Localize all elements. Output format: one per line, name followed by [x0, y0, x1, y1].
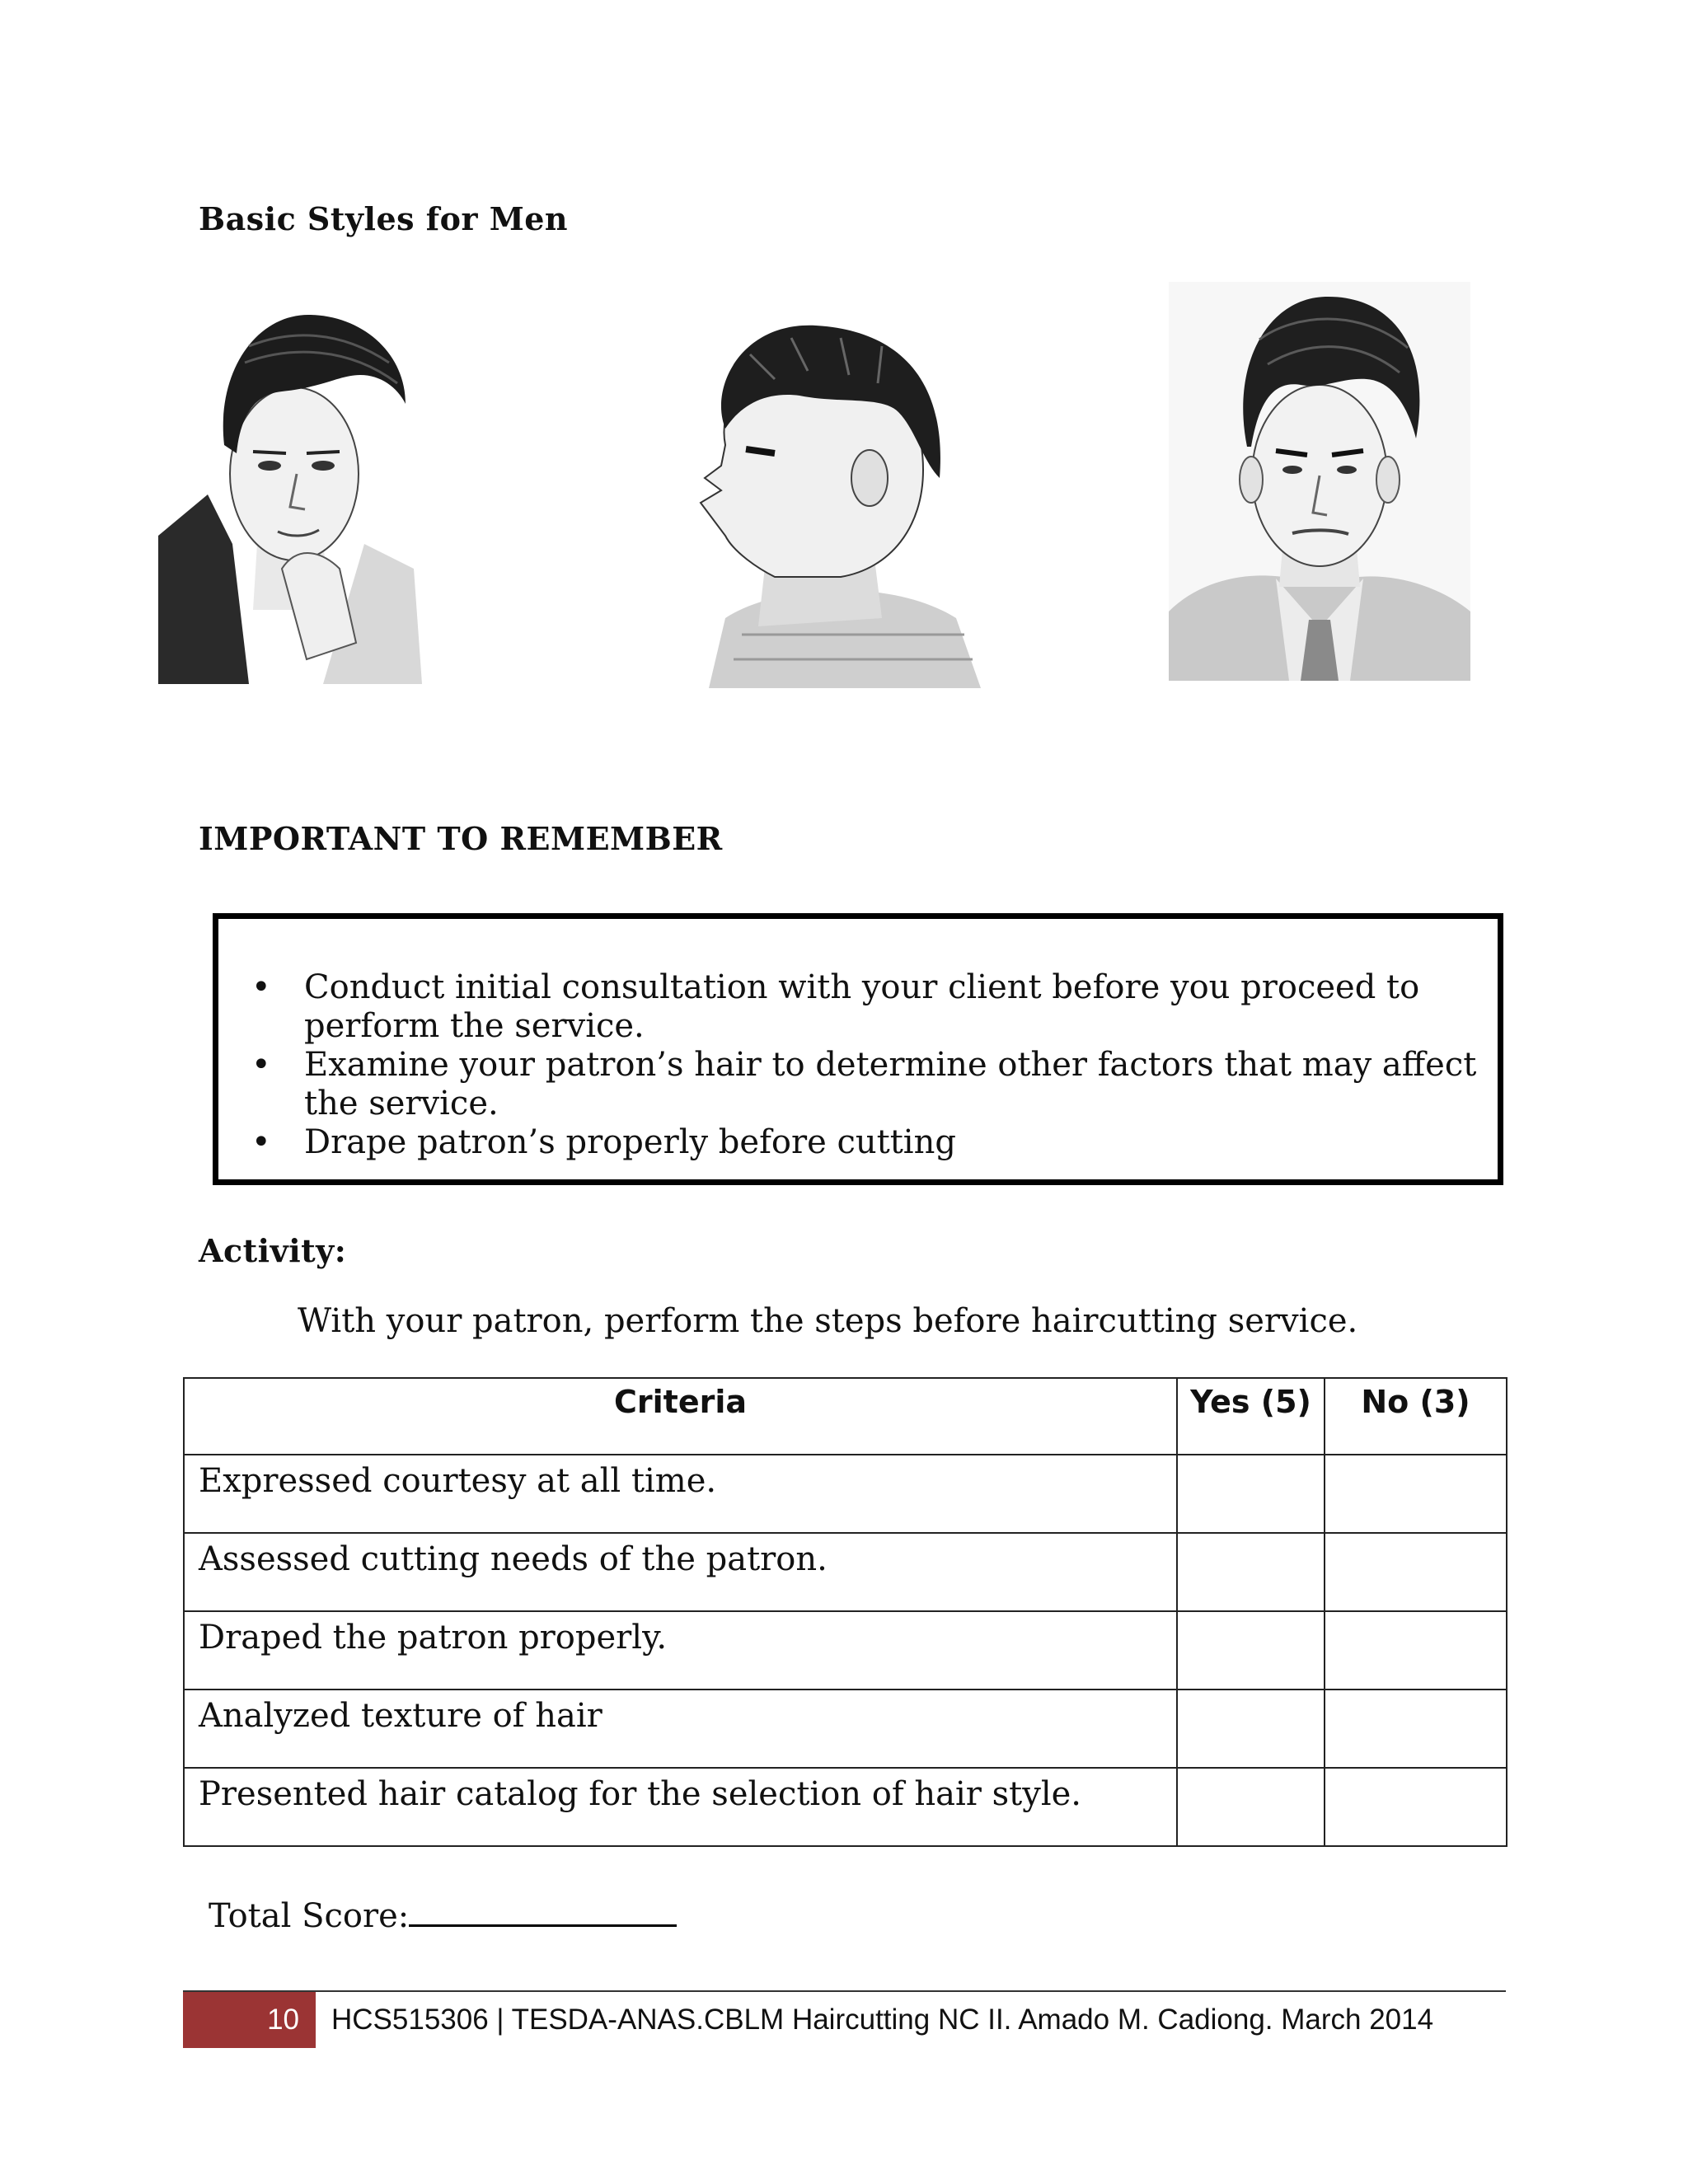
- no-score-cell[interactable]: [1325, 1611, 1507, 1690]
- table-row: [184, 1768, 1507, 1846]
- criteria-table: [183, 1377, 1507, 1847]
- criteria-cell: Draped the patron properly.: [184, 1611, 1177, 1690]
- reminder-box: [213, 913, 1503, 1185]
- bullet-icon: •: [251, 1123, 271, 1161]
- criteria-cell: Analyzed texture of hair: [184, 1690, 1177, 1768]
- table-row: [184, 1690, 1507, 1768]
- yes-score-cell[interactable]: [1177, 1611, 1325, 1690]
- no-score-cell[interactable]: [1325, 1768, 1507, 1846]
- reminder-item: [251, 968, 1483, 1046]
- total-score-label: Total Score:: [209, 1897, 410, 1935]
- no-score-cell[interactable]: [1325, 1455, 1507, 1533]
- reminder-list: [251, 968, 1483, 1162]
- criteria-cell: Presented hair catalog for the selection of hair style.: [184, 1768, 1177, 1846]
- page-number: 10: [183, 1992, 316, 2048]
- activity-instruction: With your patron, perform the steps before haircutting service.: [298, 1302, 1358, 1340]
- bullet-icon: •: [251, 1046, 271, 1084]
- basic-styles-heading: Basic Styles for Men: [199, 200, 569, 237]
- column-header-criteria: Criteria: [184, 1378, 1177, 1455]
- criteria-cell: Assessed cutting needs of the patron.: [184, 1533, 1177, 1611]
- reminder-text: Drape patron’s properly before cutting: [304, 1123, 956, 1161]
- no-score-cell[interactable]: [1325, 1533, 1507, 1611]
- yes-score-cell[interactable]: [1177, 1533, 1325, 1611]
- reminder-item: [251, 1046, 1483, 1123]
- column-header-no: No (3): [1325, 1378, 1507, 1455]
- table-row: [184, 1611, 1507, 1690]
- man-portrait-profile-icon: [676, 305, 1014, 688]
- total-score-blank[interactable]: [409, 1891, 677, 1927]
- important-to-remember-heading: IMPORTANT TO REMEMBER: [199, 820, 723, 857]
- reminder-text: Conduct initial consultation with your client before you proceed to perform the service.: [304, 968, 1420, 1045]
- reminder-item: [251, 1123, 1483, 1162]
- yes-score-cell[interactable]: [1177, 1455, 1325, 1533]
- man-portrait-suit-icon: [1169, 282, 1470, 681]
- footer-citation: HCS515306 | TESDA-ANAS.CBLM Haircutting NC II. Amado M. Cadiong. March 2014: [331, 2004, 1434, 2036]
- man-portrait-front-icon: [158, 297, 438, 684]
- criteria-cell: Expressed courtesy at all time.: [184, 1455, 1177, 1533]
- table-row: [184, 1455, 1507, 1533]
- reminder-text: Examine your patron’s hair to determine other factors that may affect the service.: [304, 1046, 1477, 1122]
- table-header-row: [184, 1378, 1507, 1455]
- no-score-cell[interactable]: [1325, 1690, 1507, 1768]
- yes-score-cell[interactable]: [1177, 1768, 1325, 1846]
- column-header-yes: Yes (5): [1177, 1378, 1325, 1455]
- bullet-icon: •: [251, 968, 271, 1006]
- activity-heading: Activity:: [199, 1232, 347, 1269]
- table-row: [184, 1533, 1507, 1611]
- total-score: [209, 1891, 677, 1935]
- yes-score-cell[interactable]: [1177, 1690, 1325, 1768]
